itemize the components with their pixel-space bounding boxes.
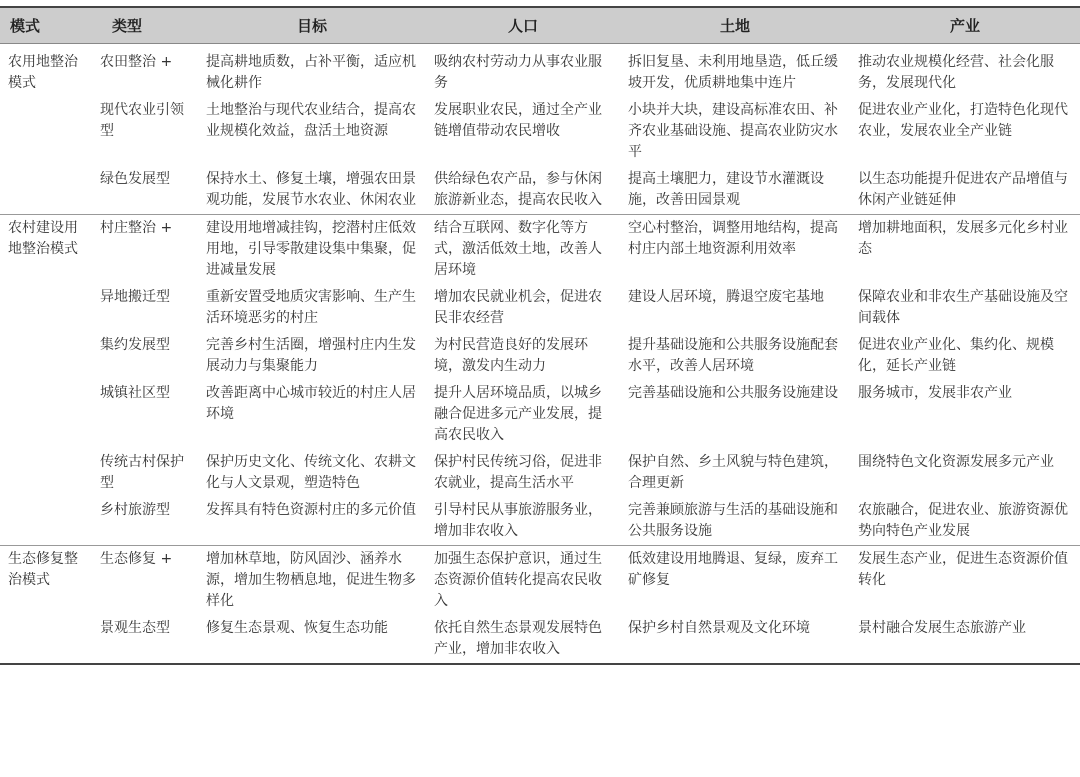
cell-type: 异地搬迁型 xyxy=(100,288,170,305)
cell-population: 供给绿色农产品，参与休闲旅游新业态，提高农民收入 xyxy=(426,166,620,215)
cell-land: 保护乡村自然景观及文化环境 xyxy=(620,615,850,664)
table-header xyxy=(0,7,1080,43)
cell-goal: 土地整治与现代农业结合，提高农业规模化效益，盘活土地资源 xyxy=(206,101,416,139)
cell-industry: 增加耕地面积，发展多元化乡村业态 xyxy=(858,219,1068,257)
cell-population: 依托自然生态景观发展特色产业，增加非农收入 xyxy=(426,615,620,664)
header-mode: 模式 xyxy=(0,7,92,43)
cell-mode xyxy=(0,97,92,166)
table-body xyxy=(0,43,1080,664)
cell-land: 建设人居环境，腾退空废宅基地 xyxy=(628,288,824,305)
cell-goal: 保持水土、修复土壤，增强农田景观功能，发展节水农业、休闲农业 xyxy=(198,166,426,215)
cell-land: 提高土壤肥力，建设节水灌溉设施，改善田园景观 xyxy=(620,166,850,215)
cell-industry: 促进农业产业化，打造特色化现代农业，发展农业全产业链 xyxy=(858,101,1068,139)
cell-land: 提升基础设施和公共服务设施配套水平，改善人居环境 xyxy=(628,336,838,374)
cell-industry: 以生态功能提升促进农产品增值与休闲产业链延伸 xyxy=(850,166,1080,215)
cell-type: 农田整治 + xyxy=(100,53,173,70)
cell-industry: 发展生态产业，促进生态资源价值转化 xyxy=(858,550,1068,588)
cell-industry: 推动农业规模化经营、社会化服务，发展现代化 xyxy=(858,53,1054,91)
cell-mode xyxy=(0,449,92,497)
cell-population: 增加农民就业机会，促进农民非农经营 xyxy=(434,288,602,326)
table-row xyxy=(0,332,1080,380)
cell-industry: 促进农业产业化、集约化、规模化，延长产业链 xyxy=(858,336,1054,374)
table-row xyxy=(0,449,1080,497)
cell-type: 城镇社区型 xyxy=(100,384,170,401)
cell-population: 引导村民从事旅游服务业，增加非农收入 xyxy=(426,497,620,546)
cell-goal: 增加林草地，防风固沙、涵养水源，增加生物栖息地，促进生物多样化 xyxy=(206,550,416,609)
cell-population: 发展职业农民，通过全产业链增值带动农民增收 xyxy=(434,101,602,139)
cell-population: 结合互联网、数字化等方式，激活低效土地，改善人居环境 xyxy=(434,219,602,278)
header-industry: 产业 xyxy=(850,7,1080,43)
cell-industry: 保障农业和非农生产基础设施及空间载体 xyxy=(858,288,1068,326)
cell-mode xyxy=(0,497,92,546)
cell-type: 乡村旅游型 xyxy=(92,497,198,546)
cell-type: 集约发展型 xyxy=(100,336,170,353)
cell-goal: 建设用地增减挂钩，挖潜村庄低效用地，引导零散建设集中集聚，促进减量发展 xyxy=(206,219,416,278)
cell-type: 景观生态型 xyxy=(92,615,198,664)
table-row xyxy=(0,166,1080,215)
cell-goal: 重新安置受地质灾害影响、生产生活环境恶劣的村庄 xyxy=(206,288,416,326)
cell-mode xyxy=(0,332,92,380)
cell-land: 完善兼顾旅游与生活的基础设施和公共服务设施 xyxy=(620,497,850,546)
cell-population: 为村民营造良好的发展环境，激发内生动力 xyxy=(434,336,588,374)
cell-industry: 农旅融合，促进农业、旅游资源优势向特色产业发展 xyxy=(850,497,1080,546)
cell-industry: 服务城市，发展非农产业 xyxy=(858,384,1012,401)
cell-mode xyxy=(0,166,92,215)
cell-mode: 生态修复整治模式 xyxy=(8,550,78,588)
cell-mode: 农村建设用地整治模式 xyxy=(8,219,78,257)
cell-type: 现代农业引领型 xyxy=(100,101,184,139)
cell-goal: 完善乡村生活圈，增强村庄内生发展动力与集聚能力 xyxy=(206,336,416,374)
table-row xyxy=(0,380,1080,449)
table-row xyxy=(0,214,1080,284)
cell-goal: 发挥具有特色资源村庄的多元价值 xyxy=(198,497,426,546)
cell-mode xyxy=(0,284,92,332)
cell-industry: 围绕特色文化资源发展多元产业 xyxy=(858,453,1054,470)
header-row xyxy=(0,7,1080,43)
header-land: 土地 xyxy=(620,7,850,43)
cell-type: 传统古村保护型 xyxy=(100,453,184,491)
cell-type: 绿色发展型 xyxy=(92,166,198,215)
consolidation-modes-table xyxy=(0,6,1080,665)
header-population: 人口 xyxy=(426,7,620,43)
cell-industry: 景村融合发展生态旅游产业 xyxy=(850,615,1080,664)
header-goal: 目标 xyxy=(198,7,426,43)
cell-land: 拆旧复垦、未利用地垦造，低丘缓坡开发，优质耕地集中连片 xyxy=(628,53,838,91)
cell-land: 保护自然、乡土风貌与特色建筑，合理更新 xyxy=(628,453,838,491)
cell-land: 低效建设用地腾退、复绿，废弃工矿修复 xyxy=(628,550,838,588)
cell-population: 吸纳农村劳动力从事农业服务 xyxy=(434,53,602,91)
cell-population: 加强生态保护意识，通过生态资源价值转化提高农民收入 xyxy=(434,550,602,609)
table-row xyxy=(0,43,1080,97)
table-row xyxy=(0,545,1080,615)
cell-goal: 保护历史文化、传统文化、农耕文化与人文景观，塑造特色 xyxy=(206,453,416,491)
cell-goal: 提高耕地质数，占补平衡，适应机械化耕作 xyxy=(206,53,416,91)
cell-mode xyxy=(0,615,92,664)
table-row xyxy=(0,284,1080,332)
table-row xyxy=(0,615,1080,664)
table-row xyxy=(0,497,1080,546)
cell-land: 完善基础设施和公共服务设施建设 xyxy=(628,384,838,401)
cell-type: 村庄整治 + xyxy=(100,219,173,236)
cell-population: 提升人居环境品质，以城乡融合促进多元产业发展，提高农民收入 xyxy=(434,384,602,443)
cell-land: 小块并大块，建设高标准农田、补齐农业基础设施、提高农业防灾水平 xyxy=(628,101,838,160)
cell-population: 保护村民传统习俗，促进非农就业，提高生活水平 xyxy=(434,453,602,491)
cell-land: 空心村整治，调整用地结构，提高村庄内部土地资源利用效率 xyxy=(628,219,838,257)
cell-goal: 改善距离中心城市较近的村庄人居环境 xyxy=(206,384,416,422)
cell-mode: 农用地整治模式 xyxy=(8,53,78,91)
table-row xyxy=(0,97,1080,166)
cell-mode xyxy=(0,380,92,449)
cell-type: 生态修复 + xyxy=(100,550,173,567)
cell-goal: 修复生态景观、恢复生态功能 xyxy=(198,615,426,664)
header-type: 类型 xyxy=(92,7,198,43)
